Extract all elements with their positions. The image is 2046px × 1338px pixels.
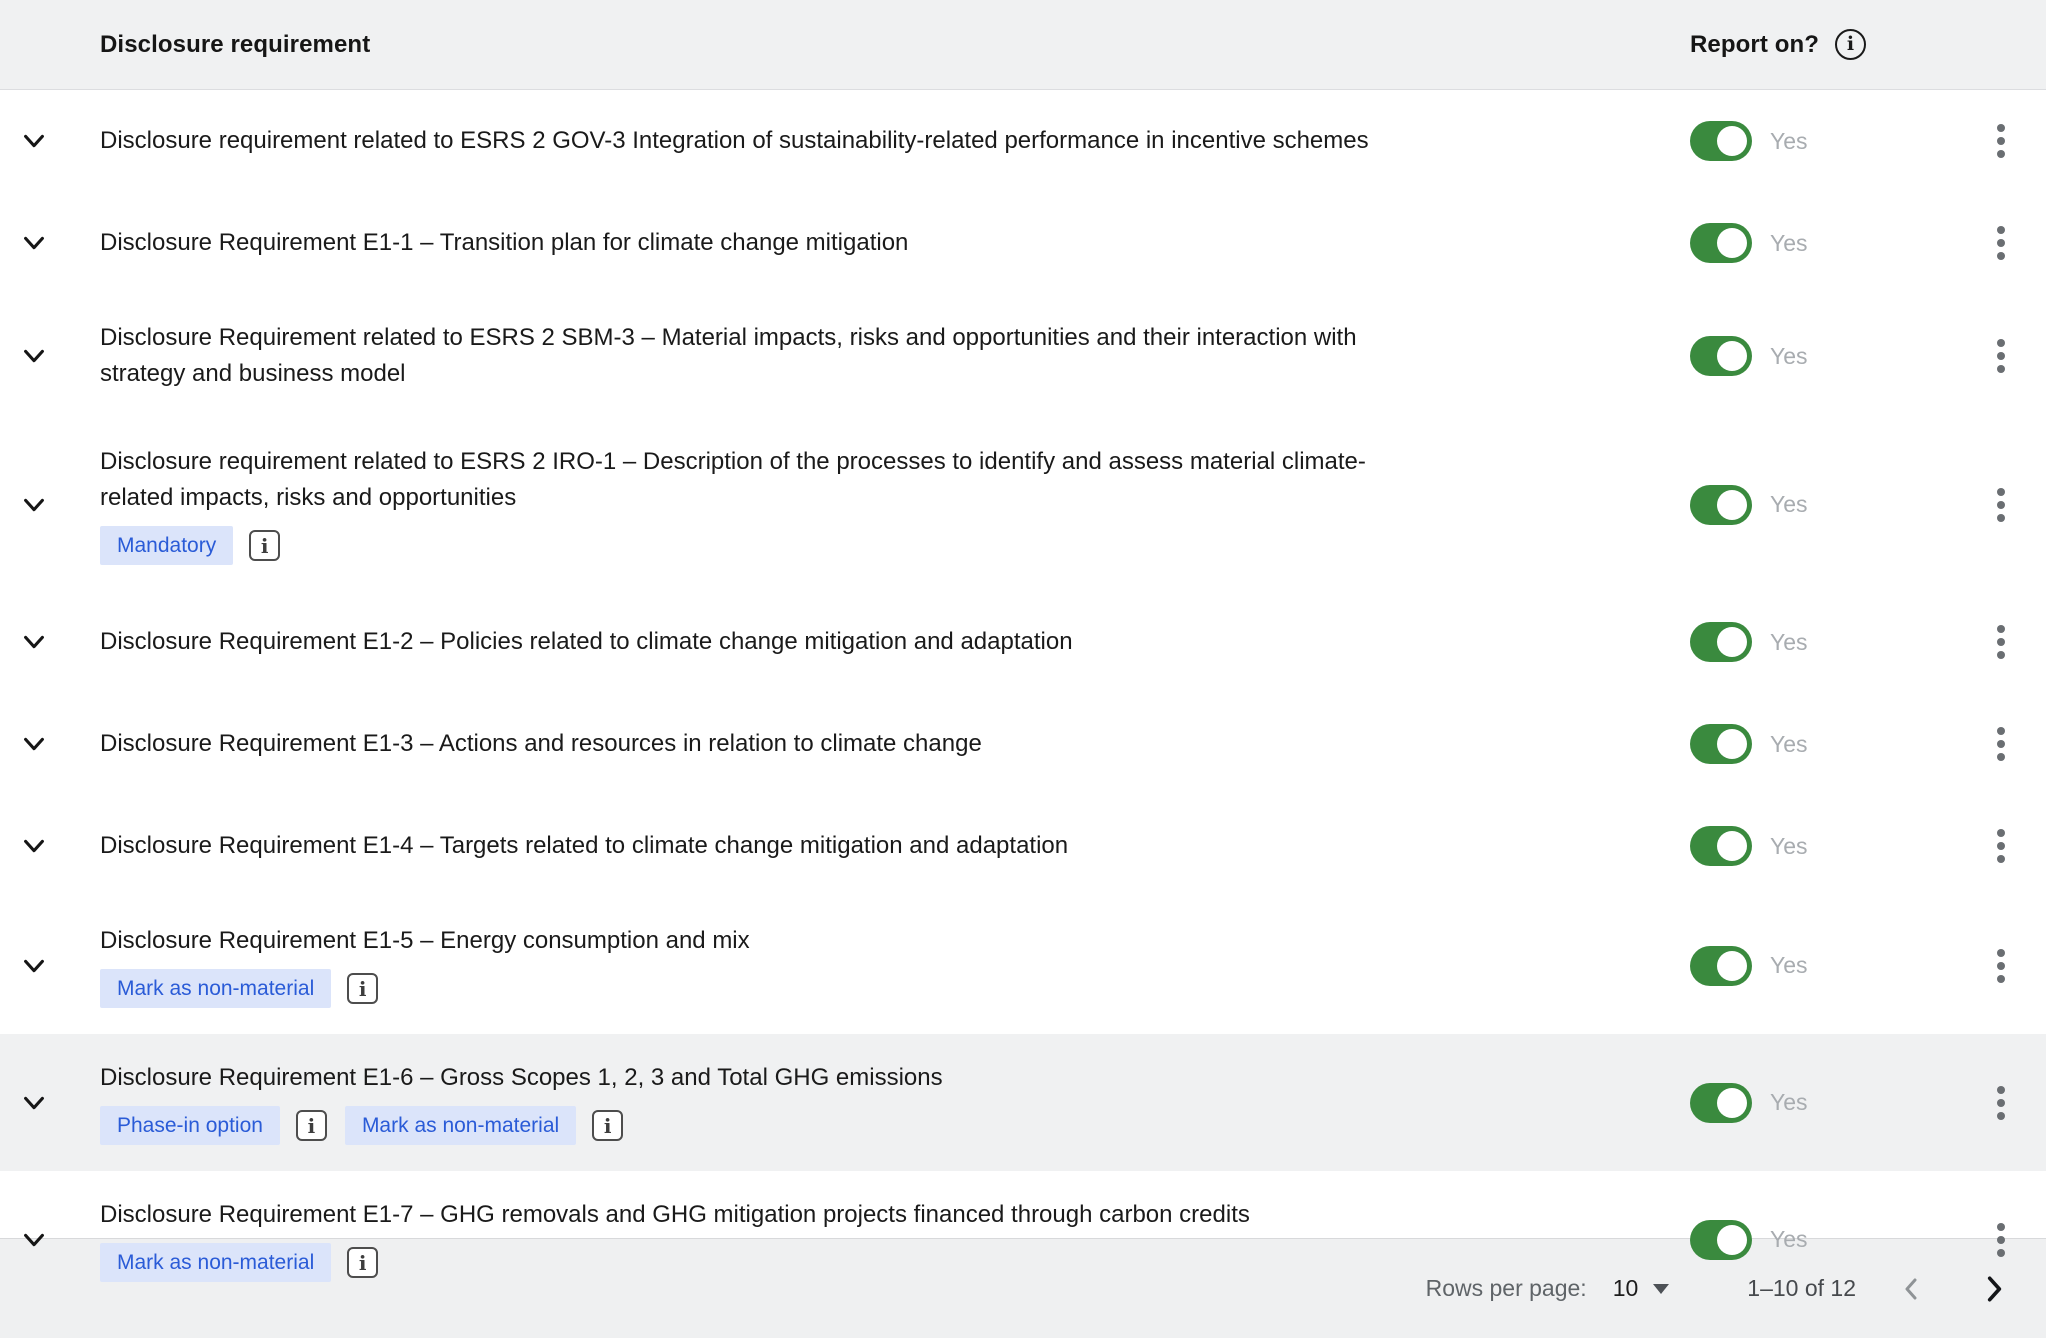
expand-cell — [0, 1220, 100, 1260]
column-header-disclosure-requirement: Disclosure requirement — [100, 30, 371, 58]
table-row — [0, 192, 2046, 294]
expand-row-button[interactable] — [14, 724, 54, 764]
toggle-knob — [1717, 951, 1747, 981]
expand-row-button[interactable] — [14, 336, 54, 376]
toggle-state-label: Yes — [1770, 952, 1808, 978]
rows-per-page-value: 10 — [1612, 1275, 1639, 1301]
expand-cell — [0, 622, 100, 662]
toggle-knob — [1717, 490, 1747, 520]
toggle-state-label: Yes — [1770, 628, 1808, 655]
toggle-knob — [1717, 831, 1747, 861]
table-row — [0, 90, 2046, 192]
disclosure-requirement-title: Disclosure Requirement E1-1 – Transition plan for climate change mitigation — [100, 229, 909, 256]
chevron-down-icon — [19, 341, 49, 371]
badge-mark-as-non-material[interactable]: Mark as non-material — [345, 1106, 576, 1145]
report-on-cell — [1666, 622, 1956, 662]
chevron-right-icon — [1979, 1274, 2009, 1304]
overflow-menu-icon[interactable] — [1989, 116, 2013, 166]
table-row — [0, 294, 2046, 418]
disclosure-cell — [100, 624, 1666, 660]
report-on-toggle[interactable] — [1690, 946, 1752, 986]
toggle-knob — [1717, 341, 1747, 371]
expand-cell — [0, 121, 100, 161]
expand-row-button[interactable] — [14, 826, 54, 866]
expand-cell — [0, 1083, 100, 1123]
row-menu-cell — [1956, 821, 2046, 871]
row-menu-cell — [1956, 941, 2046, 991]
toggle-state-label: Yes — [1770, 1089, 1808, 1115]
table-row — [0, 1034, 2046, 1171]
table-row — [0, 418, 2046, 591]
disclosure-requirement-title: Disclosure Requirement E1-3 – Actions and resources in relation to climate change — [100, 730, 982, 757]
expand-row-button[interactable] — [14, 121, 54, 161]
toggle-state-label: Yes — [1770, 229, 1808, 256]
report-on-cell — [1666, 485, 1956, 525]
chevron-down-icon — [19, 627, 49, 657]
disclosure-cell — [100, 444, 1666, 565]
rows-per-page-select[interactable] — [1613, 1275, 1670, 1302]
badge-list — [100, 1243, 1636, 1282]
information-square-icon[interactable]: i — [592, 1110, 623, 1141]
table-row — [0, 897, 2046, 1034]
disclosure-requirement-title: Disclosure Requirement E1-7 – GHG removals and GHG mitigation projects financed through carbon credits — [100, 1201, 1250, 1228]
report-on-toggle[interactable] — [1690, 336, 1752, 376]
badge-phase-in-option[interactable]: Phase-in option — [100, 1106, 280, 1145]
disclosure-requirement-title: Disclosure Requirement E1-2 – Policies related to climate change mitigation and adaptation — [100, 628, 1073, 655]
report-on-toggle[interactable] — [1690, 1083, 1752, 1123]
expand-cell — [0, 336, 100, 376]
disclosure-cell — [100, 828, 1666, 864]
report-on-cell — [1666, 826, 1956, 866]
row-menu-cell — [1956, 617, 2046, 667]
disclosure-cell — [100, 225, 1666, 261]
report-on-cell — [1666, 1083, 1956, 1123]
toggle-knob — [1717, 627, 1747, 657]
report-on-cell — [1666, 121, 1956, 161]
overflow-menu-icon[interactable] — [1989, 821, 2013, 871]
toggle-state-label: Yes — [1770, 730, 1808, 757]
disclosure-cell — [100, 320, 1666, 392]
toggle-state-label: Yes — [1770, 832, 1808, 859]
overflow-menu-icon[interactable] — [1989, 331, 2013, 381]
disclosure-requirement-title: Disclosure Requirement related to ESRS 2 SBM-3 – Material impacts, risks and opportunities and their interaction with strategy and business model — [100, 324, 1357, 387]
report-on-cell — [1666, 223, 1956, 263]
row-menu-cell — [1956, 116, 2046, 166]
chevron-down-icon — [19, 1225, 49, 1255]
report-on-toggle[interactable] — [1690, 724, 1752, 764]
row-menu-cell — [1956, 1078, 2046, 1128]
expand-cell — [0, 724, 100, 764]
disclosure-requirement-title: Disclosure requirement related to ESRS 2 IRO-1 – Description of the processes to identify and assess material climate-related impacts, risks and opportunities — [100, 448, 1366, 511]
information-square-icon[interactable]: i — [249, 530, 280, 561]
toggle-state-label: Yes — [1770, 127, 1808, 154]
pagination-range: 1–10 of 12 — [1747, 1275, 1856, 1301]
expand-cell — [0, 826, 100, 866]
report-on-toggle[interactable] — [1690, 121, 1752, 161]
row-menu-cell — [1956, 719, 2046, 769]
report-on-toggle[interactable] — [1690, 485, 1752, 525]
report-on-label: Report on? — [1690, 30, 1819, 58]
table-body — [0, 90, 2046, 1275]
column-header-report-on — [1666, 29, 1956, 60]
toggle-state-label: Yes — [1770, 491, 1808, 517]
overflow-menu-icon[interactable] — [1989, 1078, 2013, 1128]
chevron-down-icon — [19, 126, 49, 156]
badge-list — [100, 526, 1636, 565]
row-menu-cell — [1956, 331, 2046, 381]
overflow-menu-icon[interactable] — [1989, 941, 2013, 991]
overflow-menu-icon[interactable] — [1989, 617, 2013, 667]
table-header — [0, 0, 2046, 90]
overflow-menu-icon[interactable] — [1989, 480, 2013, 530]
toggle-knob — [1717, 729, 1747, 759]
expand-row-button[interactable] — [14, 946, 54, 986]
badge-mandatory[interactable]: Mandatory — [100, 526, 233, 565]
row-menu-cell — [1956, 218, 2046, 268]
expand-row-button[interactable] — [14, 223, 54, 263]
next-page-button[interactable] — [1968, 1263, 2020, 1315]
information-icon[interactable]: i — [1835, 29, 1866, 60]
report-on-toggle[interactable] — [1690, 826, 1752, 866]
information-square-icon[interactable]: i — [296, 1110, 327, 1141]
chevron-down-icon — [19, 228, 49, 258]
report-on-cell — [1666, 946, 1956, 986]
previous-page-button[interactable] — [1886, 1263, 1938, 1315]
report-on-cell — [1666, 1220, 1956, 1260]
report-on-cell — [1666, 724, 1956, 764]
badge-mark-as-non-material[interactable]: Mark as non-material — [100, 1243, 331, 1282]
rows-per-page-label: Rows per page: — [1425, 1275, 1587, 1301]
report-on-toggle[interactable] — [1690, 223, 1752, 263]
chevron-down-icon — [19, 729, 49, 759]
disclosure-requirement-title: Disclosure Requirement E1-4 – Targets related to climate change mitigation and adaptation — [100, 832, 1069, 859]
expand-row-button[interactable] — [14, 1220, 54, 1260]
expand-row-button[interactable] — [14, 1083, 54, 1123]
expand-row-button[interactable] — [14, 622, 54, 662]
table-row — [0, 795, 2046, 897]
table-row — [0, 693, 2046, 795]
expand-cell — [0, 946, 100, 986]
toggle-knob — [1717, 1088, 1747, 1118]
information-square-icon[interactable]: i — [347, 973, 378, 1004]
chevron-down-icon — [19, 831, 49, 861]
badge-mark-as-non-material[interactable]: Mark as non-material — [100, 969, 331, 1008]
badge-list — [100, 1106, 1636, 1145]
chevron-left-icon — [1898, 1275, 1926, 1303]
toggle-knob — [1717, 126, 1747, 156]
badge-list — [100, 969, 1636, 1008]
report-on-toggle[interactable] — [1690, 1220, 1752, 1260]
caret-down-icon — [1653, 1284, 1669, 1294]
chevron-down-icon — [19, 490, 49, 520]
disclosure-cell — [100, 123, 1666, 159]
disclosure-requirement-title: Disclosure requirement related to ESRS 2 GOV-3 Integration of sustainability-related performance in incentive schemes — [100, 127, 1369, 154]
disclosure-cell — [100, 923, 1666, 1008]
toggle-state-label: Yes — [1770, 1226, 1808, 1252]
overflow-menu-icon[interactable] — [1989, 218, 2013, 268]
chevron-down-icon — [19, 1088, 49, 1118]
toggle-knob — [1717, 228, 1747, 258]
row-menu-cell — [1956, 1215, 2046, 1265]
report-on-toggle[interactable] — [1690, 622, 1752, 662]
overflow-menu-icon[interactable] — [1989, 1215, 2013, 1265]
information-square-icon[interactable]: i — [347, 1247, 378, 1278]
toggle-knob — [1717, 1225, 1747, 1255]
expand-row-button[interactable] — [14, 485, 54, 525]
disclosure-requirement-title: Disclosure Requirement E1-5 – Energy consumption and mix — [100, 927, 750, 954]
row-menu-cell — [1956, 480, 2046, 530]
disclosure-cell — [100, 1197, 1666, 1282]
expand-cell — [0, 223, 100, 263]
disclosure-cell — [100, 726, 1666, 762]
report-on-cell — [1666, 336, 1956, 376]
toggle-state-label: Yes — [1770, 342, 1808, 369]
disclosure-requirement-title: Disclosure Requirement E1-6 – Gross Scopes 1, 2, 3 and Total GHG emissions — [100, 1064, 943, 1091]
chevron-down-icon — [19, 951, 49, 981]
disclosure-cell — [100, 1060, 1666, 1145]
overflow-menu-icon[interactable] — [1989, 719, 2013, 769]
expand-cell — [0, 485, 100, 525]
table-row — [0, 591, 2046, 693]
